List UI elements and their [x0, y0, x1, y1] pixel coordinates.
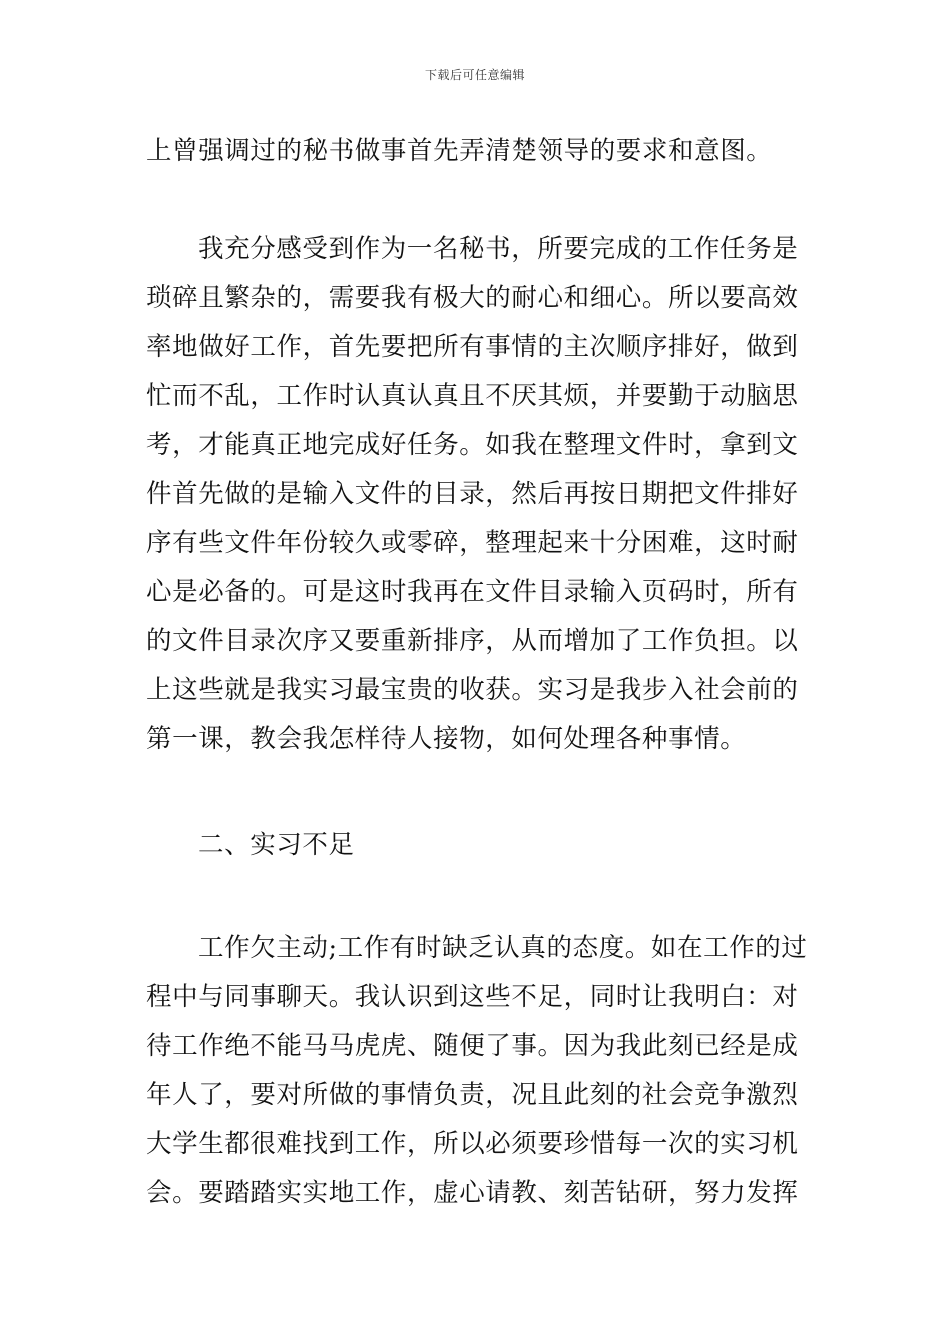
section-heading: 二、实习不足 — [198, 830, 355, 860]
page-header: 下载后可任意编辑 — [424, 68, 525, 82]
text-line: 上这些就是我实习最宝贵的收获。实习是我步入社会前的 — [146, 675, 799, 705]
text-line: 上曾强调过的秘书做事首先弄清楚领导的要求和意图。 — [146, 136, 773, 166]
text-line: 我充分感受到作为一名秘书，所要完成的工作任务是 — [198, 234, 799, 264]
text-line: 序有些文件年份较久或零碎，整理起来十分困难，这时耐 — [146, 528, 799, 558]
text-line: 考，才能真正地完成好任务。如我在整理文件时，拿到文 — [146, 430, 799, 460]
text-line: 琐碎且繁杂的，需要我有极大的耐心和细心。所以要高效 — [146, 283, 799, 313]
text-line: 会。要踏踏实实地工作，虚心请教、刻苦钻研，努力发挥 — [146, 1178, 799, 1208]
text-line: 心是必备的。可是这时我再在文件目录输入页码时，所有 — [146, 577, 799, 607]
text-line: 年人了，要对所做的事情负责，况且此刻的社会竞争激烈 — [146, 1080, 799, 1110]
text-line: 大学生都很难找到工作，所以必须要珍惜每一次的实习机 — [146, 1129, 799, 1159]
text-line: 的文件目录次序又要重新排序，从而增加了工作负担。以 — [146, 626, 799, 656]
text-line: 件首先做的是输入文件的目录，然后再按日期把文件排好 — [146, 479, 799, 509]
text-line: 率地做好工作，首先要把所有事情的主次顺序排好，做到 — [146, 332, 799, 362]
text-line: 第一课，教会我怎样待人接物，如何处理各种事情。 — [146, 724, 747, 754]
text-line: 忙而不乱，工作时认真认真且不厌其烦，并要勤于动脑思 — [146, 381, 799, 411]
text-line: 待工作绝不能马马虎虎、随便了事。因为我此刻已经是成 — [146, 1031, 799, 1061]
text-line: 工作欠主动;工作有时缺乏认真的态度。如在工作的过 — [198, 933, 808, 963]
text-line: 程中与同事聊天。我认识到这些不足，同时让我明白：对 — [146, 982, 799, 1012]
